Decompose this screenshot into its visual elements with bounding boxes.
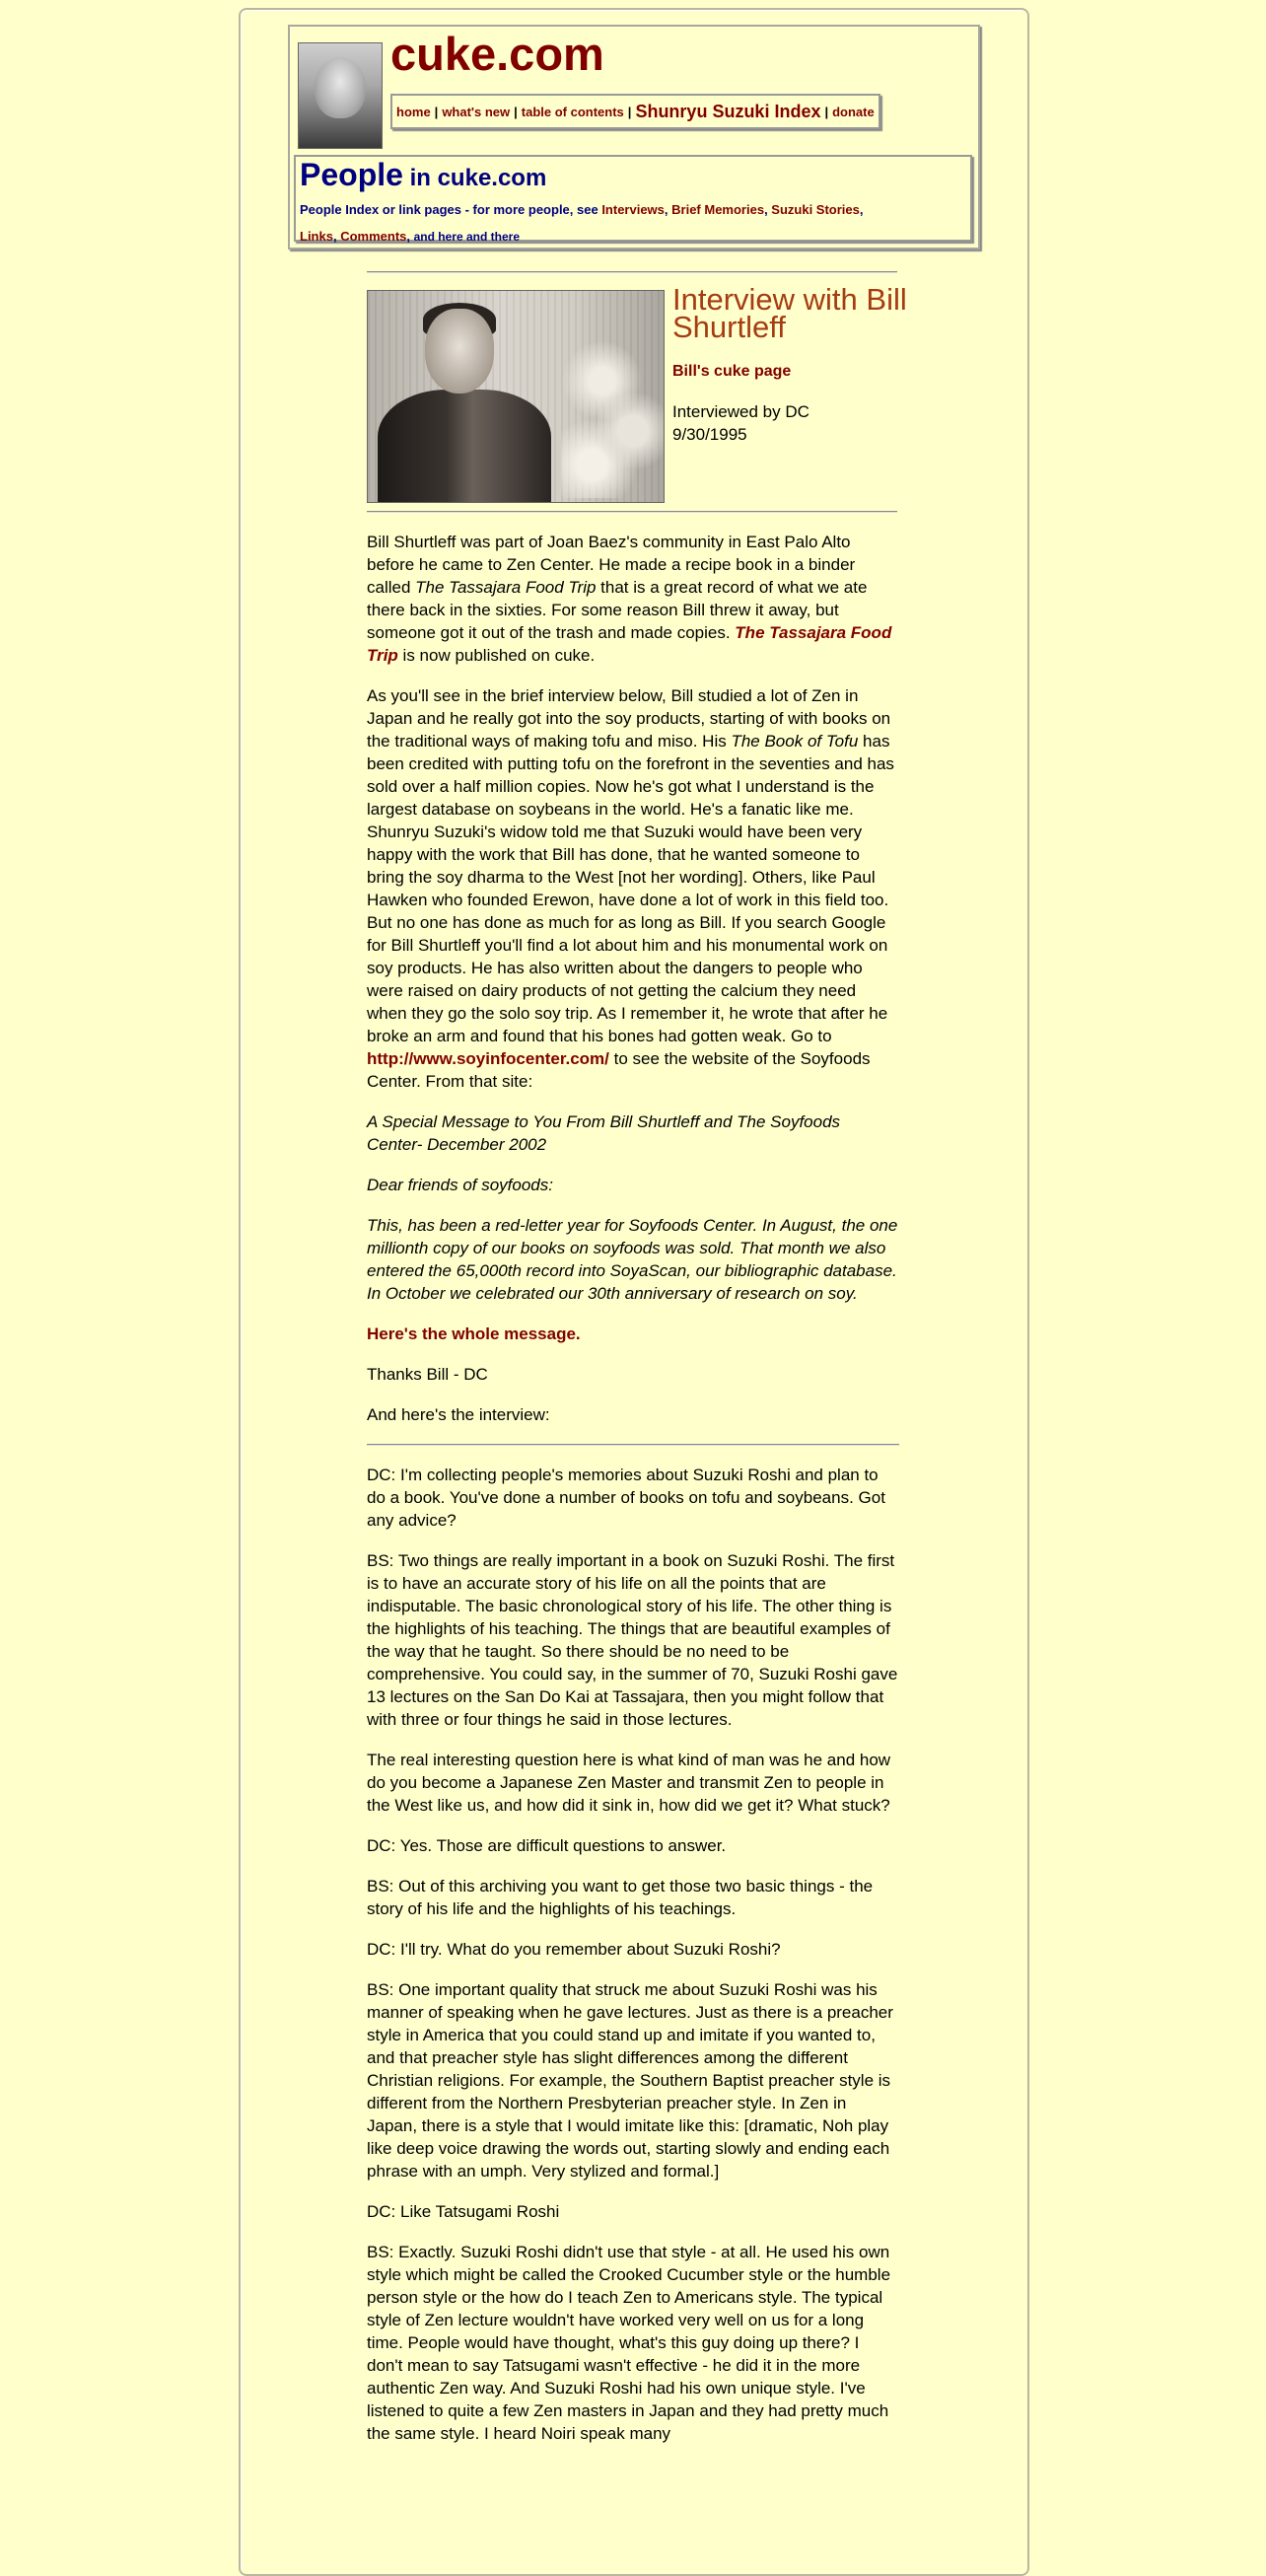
interview-paragraph: DC: Like Tatsugami Roshi [367, 2202, 560, 2221]
nav-donate[interactable]: donate [832, 104, 875, 119]
comma: , [332, 229, 341, 244]
interview-paragraph: DC: Yes. Those are difficult questions to answer. [367, 1836, 727, 1855]
site-header [288, 25, 980, 250]
book-title: The Tassajara Food Trip [415, 578, 597, 597]
divider [367, 1444, 899, 1446]
comma: , [406, 229, 414, 244]
nav-separator: | [824, 104, 829, 119]
interviewed-by: Interviewed by DC [672, 402, 809, 421]
link-links[interactable]: Links [300, 229, 333, 244]
bills-cuke-page-link[interactable]: Bill's cuke page [672, 363, 792, 380]
soyinfocenter-link[interactable]: http://www.soyinfocenter.com/ [367, 1049, 609, 1068]
people-line-prefix: People Index or link pages - for more people, see [300, 202, 602, 217]
site-title[interactable]: cuke.com [390, 28, 604, 80]
interview-byline [672, 400, 889, 446]
people-box [294, 155, 972, 242]
link-brief-memories[interactable]: Brief Memories [671, 202, 765, 217]
whole-message-link[interactable]: Here's the whole message. [367, 1324, 581, 1343]
tassajara-food-trip-link[interactable]: The Tassajara Food Trip [367, 623, 892, 665]
divider [367, 271, 897, 273]
nav-home[interactable]: home [396, 104, 431, 119]
comma: , [764, 202, 772, 217]
quote-text: Dear friends of soyfoods: [367, 1176, 553, 1194]
people-title-main: People [300, 157, 403, 192]
nav-separator: | [627, 104, 632, 119]
nav-whats-new[interactable]: what's new [442, 104, 511, 119]
paragraph: Thanks Bill - DC [367, 1365, 488, 1384]
comma: , [664, 202, 672, 217]
people-title-rest: in cuke.com [402, 165, 547, 191]
quote [367, 1174, 899, 1196]
nav-bar [390, 94, 880, 129]
paragraph [367, 531, 899, 667]
link-comments[interactable]: Comments [340, 229, 407, 244]
text: to see the website of the Soyfoods Center. From that site: [367, 1049, 871, 1091]
quote [367, 1214, 899, 1305]
link-suzuki-stories[interactable]: Suzuki Stories [771, 202, 860, 217]
text: is now published on cuke. [397, 646, 596, 665]
interview-paragraph: BS: One important quality that struck me about Suzuki Roshi was his manner of speaking when he gave lectures. Just as there is a preacher style in America that you could stand up and imitate if you wanted to, and that preacher style has slight differences among the different Christian religions. For example, the Southern Baptist preacher style is different from the Northern Presbyterian preacher style. In Zen in Japan, there is a style that I would imitate like this: [dramatic, Noh play like deep voice drawing the words out, starting slowly and ending each phrase with an umph. Very stylized and formal.] [367, 1980, 893, 2181]
quote-text: This, has been a red-letter year for Soyfoods Center. In August, the one millionth copy of our books on soyfoods was sold. That month we also entered the 65,000th record into SoyaScan, our bibliographic database. In October we celebrated our 30th anniversary of research on soy. [367, 1216, 898, 1303]
interview-paragraph: DC: I'll try. What do you remember about Suzuki Roshi? [367, 1940, 781, 1959]
people-links [300, 196, 966, 250]
suzuki-portrait [298, 42, 383, 149]
nav-suzuki-index[interactable]: Shunryu Suzuki Index [635, 101, 821, 121]
paragraph: And here's the interview: [367, 1405, 550, 1424]
interview-paragraph: BS: Exactly. Suzuki Roshi didn't use that style - at all. He used his own style which might be called the Crooked Cucumber style or the humble person style or the how do I teach Zen to Americans style. The typical style of Zen lecture wouldn't have worked very well on us for a long time. People would have thought, what's this guy doing up there? I don't mean to say Tatsugami wasn't effective - he did it in the more authentic Zen way. And Suzuki Roshi had his own unique style. I've listened to quite a few Zen masters in Japan and they had pretty much the same style. I heard Noiri speak many [367, 2243, 891, 2443]
article-title: Interview with Bill Shurtleff [672, 282, 907, 344]
book-title: The Book of Tofu [731, 732, 859, 751]
text: Bill Shurtleff was part of Joan Baez's community in East Palo Alto before he came to Zen Center. He made a recipe book in a binder called [367, 533, 856, 597]
nav-table-of-contents[interactable]: table of contents [521, 104, 624, 119]
interview-paragraph: BS: Two things are really important in a book on Suzuki Roshi. The first is to have an accurate story of his life on all the points that are indisputable. The basic chronological story of his life. The other thing is the highlights of his teaching. The things that are beautiful examples of the way that he taught. So there should be no need to be comprehensive. You could say, in the summer of 70, Suzuki Roshi gave 13 lectures on the San Do Kai at Tassajara, then you might follow that with three or four things he said in those lectures. [367, 1551, 898, 1729]
bill-shurtleff-photo [367, 290, 665, 503]
interview-paragraph: DC: I'm collecting people's memories about Suzuki Roshi and plan to do a book. You've done a number of books on tofu and soybeans. Got any advice? [367, 1466, 885, 1530]
divider [367, 511, 897, 513]
text: has been credited with putting tofu on the forefront in the seventies and has sold over a half million copies. Now he's got what I understand is the largest database on soybeans in the world. He's a fanatic like me. Shunryu Suzuki's widow told me that Suzuki would have been very happy with the work that Bill has done, that he wanted someone to bring the soy dharma to the West [not her wording]. Others, like Paul Hawken who founded Erewon, have done a lot of work in this field too. But no one has done as much for as long as Bill. If you search Google for Bill Shurtleff you'll find a lot about him and his monumental work on soy products. He has also written about the dangers to people who were raised on dairy products of not getting the calcium they need when they go the solo soy trip. As I remember it, he wrote that after he broke an arm and found that his bones had gotten weak. Go to [367, 732, 894, 1045]
link-here-and-there[interactable]: and here and there [413, 230, 520, 244]
text: that is a great record of what we ate there back in the sixties. For some reason Bill threw it away, but someone got it out of the trash and made copies. [367, 578, 868, 642]
nav-separator: | [434, 104, 439, 119]
interview-paragraph: BS: Out of this archiving you want to get those two basic things - the story of his life and the highlights of his teachings. [367, 1877, 874, 1918]
quote-text: A Special Message to You From Bill Shurtleff and The Soyfoods Center- December 2002 [367, 1112, 841, 1154]
article-body [367, 531, 899, 2463]
interview-date: 9/30/1995 [672, 425, 747, 444]
text: As you'll see in the brief interview below, Bill studied a lot of Zen in Japan and he really got into the soy products, starting of with books on the traditional ways of making tofu and miso. His [367, 686, 891, 751]
link-interviews[interactable]: Interviews [601, 202, 665, 217]
comma: , [859, 202, 864, 217]
paragraph [367, 684, 899, 1093]
nav-separator: | [514, 104, 518, 119]
paragraph [367, 1323, 899, 1345]
quote [367, 1110, 899, 1156]
people-title [300, 157, 546, 193]
interview-paragraph: The real interesting question here is what kind of man was he and how do you become a Japanese Zen Master and transmit Zen to people in the West like us, and how did it sink in, how did we get it? What stuck? [367, 1751, 891, 1815]
